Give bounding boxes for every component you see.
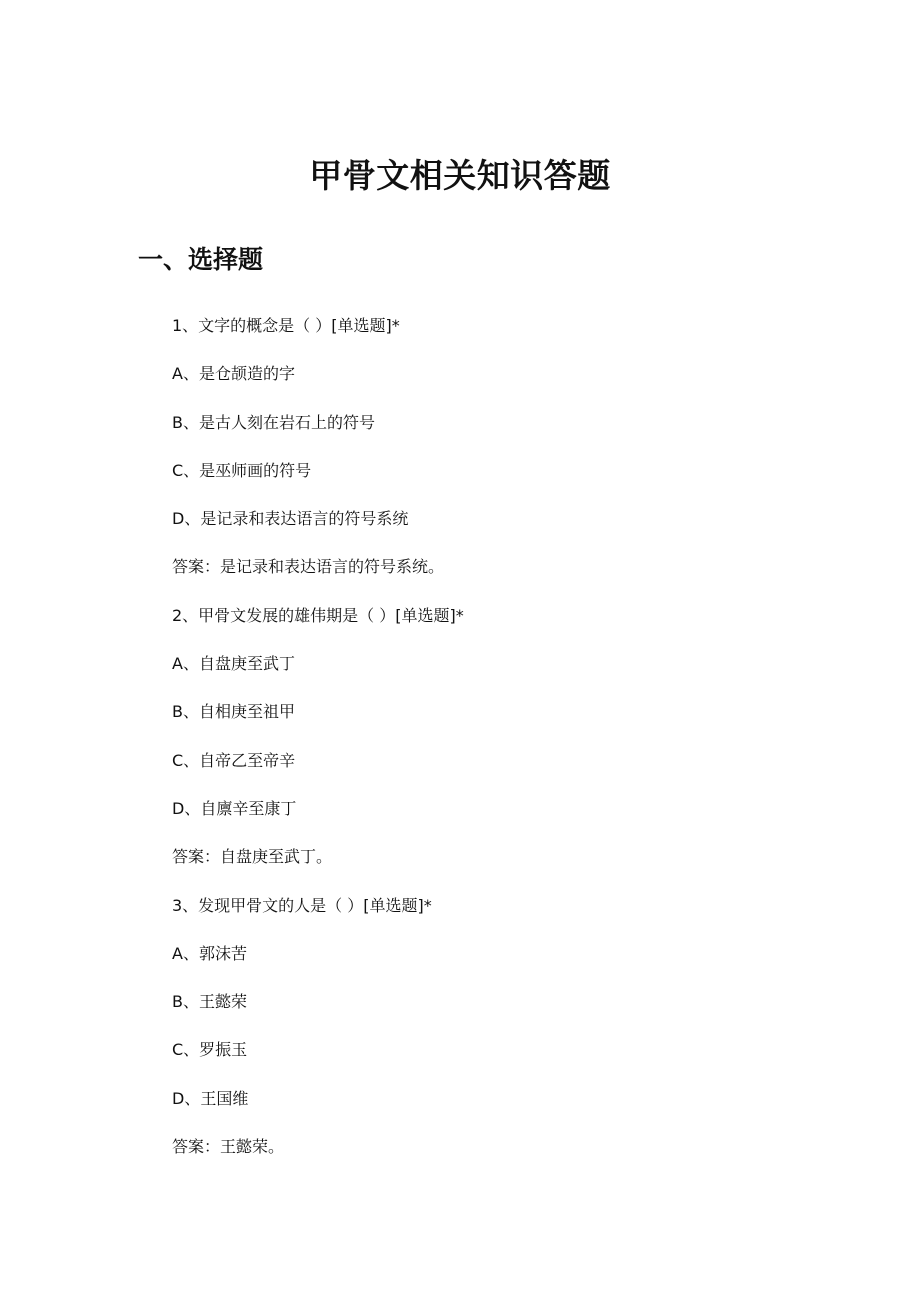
option-d: D、王国维 (172, 1088, 249, 1108)
section-title: 一、选择题 (138, 245, 264, 274)
document-title: 甲骨文相关知识答题 (309, 156, 611, 195)
option-c: C、自帝乙至帝辛 (172, 750, 296, 770)
option-b: B、是古人刻在岩石上的符号 (172, 412, 375, 432)
question-stem: 3、发现甲骨文的人是（ ）[单选题]* (172, 895, 432, 915)
answer-text: 答案：是记录和表达语言的符号系统。 (172, 557, 445, 577)
question-2 (172, 604, 872, 869)
question-3 (172, 894, 872, 1159)
option-d: D、是记录和表达语言的符号系统 (172, 509, 409, 529)
question-stem: 1、文字的概念是（ ）[单选题]* (172, 316, 400, 335)
answer-text: 答案：王懿荣。 (172, 1137, 285, 1157)
option-d: D、自廪辛至康丁 (172, 798, 297, 818)
answer-text: 答案：自盘庚至武丁。 (172, 847, 333, 867)
question-list (172, 314, 872, 1183)
option-a: A、郭沫苦 (172, 943, 247, 963)
option-b: B、王懿荣 (172, 992, 247, 1012)
option-b: B、自相庚至祖甲 (172, 702, 295, 722)
question-1 (172, 314, 872, 579)
option-a: A、是仓颉造的字 (172, 364, 295, 384)
option-c: C、罗振玉 (172, 1040, 248, 1060)
option-c: C、是巫师画的符号 (172, 460, 312, 480)
question-stem: 2、甲骨文发展的雄伟期是（ ）[单选题]* (172, 605, 464, 625)
option-a: A、自盘庚至武丁 (172, 654, 295, 674)
